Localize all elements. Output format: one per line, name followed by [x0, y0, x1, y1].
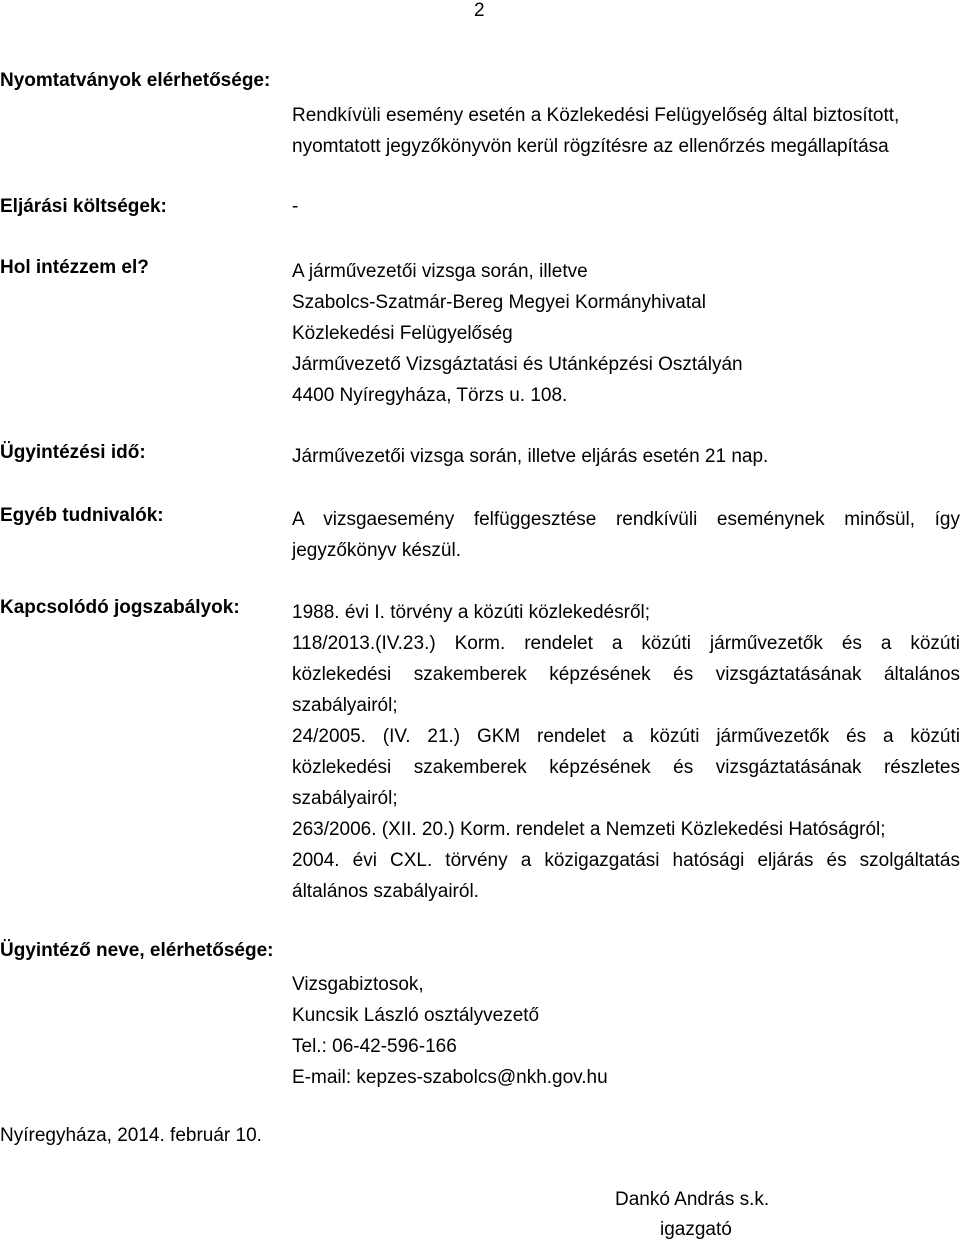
regulation-line-10: általános szabályairól.: [292, 881, 479, 902]
forms-label: Nyomtatványok elérhetősége:: [0, 70, 271, 91]
where-line-1: A járművezetői vizsga során, illetve: [292, 261, 588, 282]
contact-label: Ügyintéző neve, elérhetősége:: [0, 940, 274, 961]
regulation-line-5: 24/2005. (IV. 21.) GKM rendelet a közúti járművezetők és a közúti: [292, 726, 960, 747]
regulations-label: Kapcsolódó jogszabályok:: [0, 597, 240, 618]
contact-line-2: Kuncsik László osztályvezető: [292, 1005, 540, 1026]
where-line-3: Közlekedési Felügyelőség: [292, 323, 513, 344]
processing-time-label: Ügyintézési idő:: [0, 442, 146, 463]
other-info-label: Egyéb tudnivalók:: [0, 505, 164, 526]
regulation-line-3: közlekedési szakemberek képzésének és vizsgáztatásának általános: [292, 664, 960, 685]
regulation-line-9: 2004. évi CXL. törvény a közigazgatási hatósági eljárás és szolgáltatás: [292, 850, 960, 871]
signature-title: igazgató: [660, 1219, 732, 1240]
where-label: Hol intézzem el?: [0, 257, 149, 278]
forms-line-1: Rendkívüli esemény esetén a Közlekedési Felügyelőség által biztosított,: [292, 105, 900, 126]
contact-email: E-mail: kepzes-szabolcs@nkh.gov.hu: [292, 1067, 608, 1088]
processing-time-value: Járművezetői vizsga során, illetve eljárás esetén 21 nap.: [292, 446, 769, 467]
regulation-line-8: 263/2006. (XII. 20.) Korm. rendelet a Nemzeti Közlekedési Hatóságról;: [292, 819, 886, 840]
regulation-line-6: közlekedési szakemberek képzésének és vizsgáztatásának részletes: [292, 757, 960, 778]
contact-line-3: Tel.: 06-42-596-166: [292, 1036, 457, 1057]
costs-value: -: [292, 196, 299, 217]
regulation-line-2: 118/2013.(IV.23.) Korm. rendelet a közúti járművezetők és a közúti: [292, 633, 960, 654]
regulation-line-1: 1988. évi I. törvény a közúti közlekedésről;: [292, 602, 651, 623]
costs-label: Eljárási költségek:: [0, 196, 167, 217]
place-date: Nyíregyháza, 2014. február 10.: [0, 1125, 262, 1146]
contact-line-1: Vizsgabiztosok,: [292, 974, 424, 995]
where-line-2: Szabolcs-Szatmár-Bereg Megyei Kormányhivatal: [292, 292, 706, 313]
forms-line-2: nyomtatott jegyzőkönyvön kerül rögzítésre az ellenőrzés megállapítása: [292, 136, 889, 157]
regulation-line-7: szabályairól;: [292, 788, 398, 809]
where-line-4: Járművezető Vizsgáztatási és Utánképzési Osztályán: [292, 354, 743, 375]
where-line-5: 4400 Nyíregyháza, Törzs u. 108.: [292, 385, 568, 406]
other-info-line-2: jegyzőkönyv készül.: [292, 540, 461, 561]
page-number: 2: [474, 0, 485, 21]
regulation-line-4: szabályairól;: [292, 695, 398, 716]
other-info-line-1: A vizsgaesemény felfüggesztése rendkívüli eseménynek minősül, így: [292, 509, 960, 530]
signature-name: Dankó András s.k.: [615, 1189, 770, 1210]
